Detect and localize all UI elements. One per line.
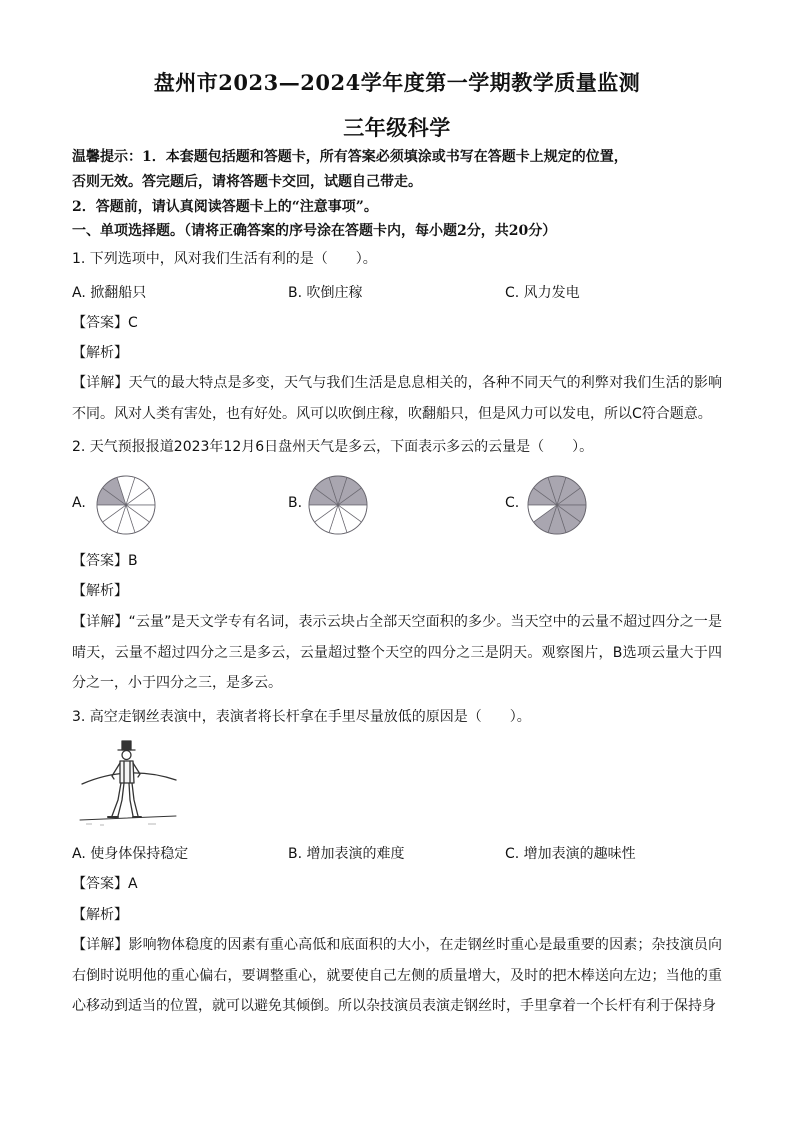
question-2-detail: 【详解】“云量”是天文学专有名词，表示云块占全部天空面积的多少。当天空中的云量不超过四分之一是晴天，云量不超过四分之三是多云，云量超过整个天空的四分之三是阴天。观察图片，B选项云量大于四分之一，小于四分之三，是多云。 <box>72 614 722 691</box>
question-1-option-b: B. 吹倒庄稼 <box>288 285 363 301</box>
question-3-option-b: B. 增加表演的难度 <box>288 846 405 862</box>
cloud-cover-pie-b <box>307 474 369 536</box>
question-1-detail: 【详解】天气的最大特点是多变，天气与我们生活是息息相关的，各种不同天气的利弊对我们生活的影响不同。风对人类有害处，也有好处。风可以吹倒庄稼，吹翻船只，但是风力可以发电，所以C符合题意。 <box>72 375 722 422</box>
pie-a-label: A. <box>72 495 86 511</box>
question-3-analysis: 【解析】 <box>72 907 128 923</box>
question-1-answer: 【答案】C <box>72 315 138 331</box>
question-3-answer: 【答案】A <box>72 876 138 892</box>
question-3-option-a: A. 使身体保持稳定 <box>72 846 189 862</box>
question-2-analysis: 【解析】 <box>72 583 128 599</box>
question-3-stem: 3. 高空走钢丝表演中，表演者将长杆拿在手里尽量放低的原因是（ ）。 <box>72 709 531 725</box>
cloud-cover-pie-a <box>95 474 157 536</box>
tightrope-walker-illustration <box>78 738 178 830</box>
question-2-stem: 2. 天气预报报道2023年12月6日盘州天气是多云，下面表示多云的云量是（ ）。 <box>72 439 594 455</box>
pie-b-label: B. <box>288 495 303 511</box>
question-3-option-c: C. 增加表演的趣味性 <box>505 846 636 862</box>
pie-c-label: C. <box>505 495 520 511</box>
page-subtitle: 三年级科学 <box>343 115 451 140</box>
question-1-option-c: C. 风力发电 <box>505 285 580 301</box>
question-3-detail: 【详解】影响物体稳度的因素有重心高低和底面积的大小，在走钢丝时重心是最重要的因素；杂技演员向右倒时说明他的重心偏右，要调整重心，就要使自己左侧的质量增大，及时的把木棒送向左边；当他的重心移动到适当的位置，就可以避免其倾倒。所以杂技演员表演走钢丝时，手里拿着一个长杆有利于保持身 <box>72 937 722 1014</box>
notice-line-2: 否则无效。答完题后，请将答题卡交回，试题自己带走。 <box>72 174 422 190</box>
question-1-stem: 1. 下列选项中，风对我们生活有利的是（ ）。 <box>72 251 377 267</box>
cloud-cover-pie-c <box>526 474 588 536</box>
page-title: 盘州市2023—2024学年度第一学期教学质量监测 <box>153 70 641 95</box>
section-heading: 一、单项选择题。（请将正确答案的序号涂在答题卡内，每小题2分，共20分） <box>72 223 557 239</box>
question-1-option-a: A. 掀翻船只 <box>72 285 147 301</box>
question-2-answer: 【答案】B <box>72 553 138 569</box>
notice-line-1: 温馨提示：1．本套题包括题和答题卡，所有答案必须填涂或书写在答题卡上规定的位置， <box>72 149 628 165</box>
question-1-analysis: 【解析】 <box>72 345 128 361</box>
notice-line-3: 2．答题前，请认真阅读答题卡上的“注意事项”。 <box>72 199 378 215</box>
